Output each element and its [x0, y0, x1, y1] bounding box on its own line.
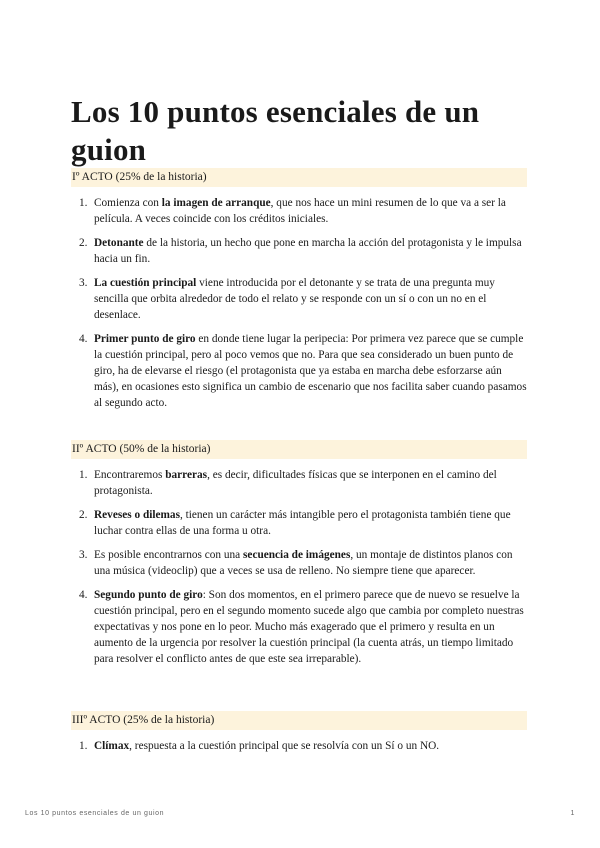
footer-title: Los 10 puntos esenciales de un guion [25, 810, 165, 817]
list-item [71, 195, 527, 227]
item-text-bold: barreras [165, 469, 208, 481]
act-1-section [71, 168, 527, 419]
list-item [71, 587, 527, 667]
item-text-pre: Encontraremos [94, 469, 166, 481]
item-text-bold: Primer punto de giro [94, 333, 196, 345]
item-number: 1. [79, 197, 88, 209]
item-text-bold: La cuestión principal [94, 277, 197, 289]
act-2-heading: IIº ACTO (50% de la historia) [71, 440, 527, 459]
item-number: 2. [79, 509, 88, 521]
act-1-heading: Iº ACTO (25% de la historia) [71, 168, 527, 187]
item-text-pre: Comienza con [94, 197, 162, 209]
list-item [71, 507, 527, 539]
list-item [71, 738, 527, 754]
page-footer [25, 810, 575, 817]
document-title: Los 10 puntos esenciales de un guion [71, 93, 480, 167]
act-2-list [71, 467, 527, 667]
item-number: 4. [79, 589, 88, 601]
item-text-post: , tienen un carácter más intangible pero el protagonista también tiene que luchar contra ellas de una forma u otra. [94, 509, 511, 537]
list-item [71, 547, 527, 579]
act-3-section [71, 711, 527, 762]
item-number: 1. [79, 740, 88, 752]
act-3-heading: IIIº ACTO (25% de la historia) [71, 711, 527, 730]
item-text-post: de la historia, un hecho que pone en marcha la acción del protagonista y le impulsa hacia un fin. [94, 237, 522, 265]
item-text-bold: Detonante [94, 237, 144, 249]
item-text-bold: Clímax [94, 740, 130, 752]
item-number: 2. [79, 237, 88, 249]
item-number: 1. [79, 469, 88, 481]
act-2-section [71, 440, 527, 675]
item-text-post: , un montaje de distintos planos con una música (videoclip) que a veces se usa de relleno. No siempre tiene que aparecer. [94, 549, 513, 577]
page-number: 1 [570, 810, 575, 817]
item-text-bold: secuencia de imágenes [243, 549, 351, 561]
item-text-bold: Reveses o dilemas [94, 509, 180, 521]
item-number: 4. [79, 333, 88, 345]
item-text-post: viene introducida por el detonante y se trata de una pregunta muy sencilla que orbita alrededor de todo el relato y se responde con un sí o con un no en el desenlace. [94, 277, 495, 321]
item-text-pre: Es posible encontrarnos con una [94, 549, 244, 561]
item-text-post: en donde tiene lugar la peripecia: Por primera vez parece que se cumple la cuestión principal, pero al poco vemos que no. Para que sea considerado un buen punto de giro, ha de elevarse el riesgo (el protagonista que ya estaba en marcha debe esforzarse aún más), en ocasiones esto significa un cambio de escenario que nos facilita saber cuando pasamos al segundo acto. [94, 333, 527, 409]
act-1-list [71, 195, 527, 411]
item-text-post: : Son dos momentos, en el primero parece que de nuevo se resuelve la cuestión principal, pero en el segundo momento sucede algo que cambia por completo nuestras expectativas y nos pone en lo peor. Mucho más exagerado que el primero y resulta en un aumento de la urgencia por resolver la cuestión principal (la cuenta atrás, un tiempo limitado para resolver el conflicto antes de que este sea irreparable). [94, 589, 524, 665]
item-text-post: , que nos hace un mini resumen de lo que va a ser la película. A veces coincide con los créditos iniciales. [94, 197, 506, 225]
item-text-bold: la imagen de arranque [161, 197, 271, 209]
item-text-bold: Segundo punto de giro [94, 589, 203, 601]
item-number: 3. [79, 549, 88, 561]
item-text-post: , respuesta a la cuestión principal que se resolvía con un Sí o un NO. [129, 740, 440, 752]
list-item [71, 275, 527, 323]
item-number: 3. [79, 277, 88, 289]
list-item [71, 331, 527, 411]
act-3-list [71, 738, 527, 754]
list-item [71, 235, 527, 267]
item-text-post: , es decir, dificultades físicas que se interponen en el camino del protagonista. [94, 469, 497, 497]
list-item [71, 467, 527, 499]
